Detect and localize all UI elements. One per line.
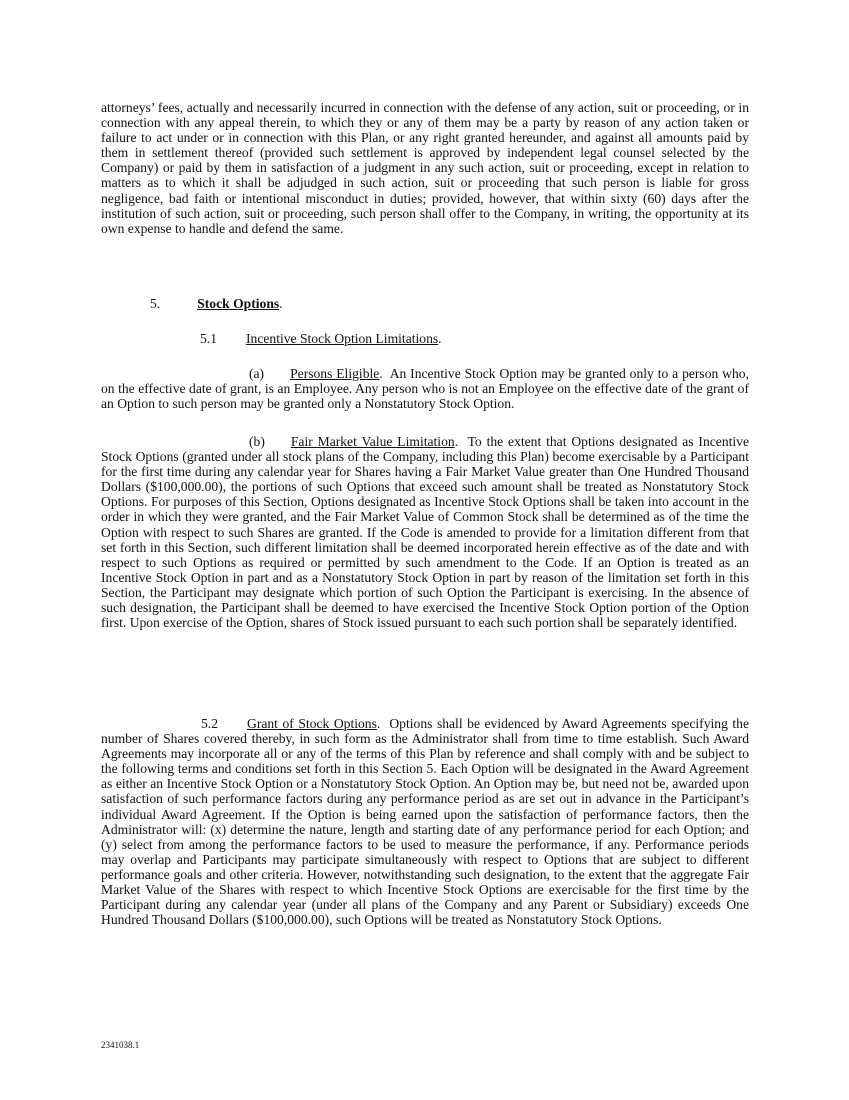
subsection-a-label: (a) (249, 366, 265, 381)
subsection-a: (a) Persons Eligible. An Incentive Stock Option may be granted only to a person who, on the effective date of grant, is an Employee. Any person who is not an Employee on the effective date of the grant of an Option to such person may be granted only a Nonstatutory Stock Option. (101, 366, 749, 412)
subsection-b-title: Fair Market Value Limitation (290, 434, 455, 449)
subsection-b: (b) Fair Market Value Limitation. To the extent that Options designated as Incentive Stock Options (granted under all stock plans of the Company, including this Plan) become exercisable by a Participant for the first time during any calendar year for Shares having a Fair Market Value greater than One Hundred Thousand Dollars ($100,000.00), the portions of such Options that exceed such amount shall be treated as Nonstatutory Stock Options. For purposes of this Section, Options designated as Incentive Stock Options shall be taken into account in the order in which they were granted, and the Fair Market Value of Common Stock shall be determined as of the time the Option with respect to such Shares are granted. If the Code is amended to provide for a limitation different from that set forth in this Section, such different limitation shall be deemed incorporated herein effective as of the date and with respect to such Options as required or permitted by such amendment to the Code. If an Option is treated as an Incentive Stock Option in part and as a Nonstatutory Stock Option in part by reason of the limitation set forth in this Section, the Participant may designate which portion of such Option the Participant is exercising. In the absence of such designation, the Participant shall be deemed to have exercised the Incentive Stock Option portion of the Option first. Upon exercise of the Option, shares of Stock issued pursuant to each such portion shall be separately identified. (101, 434, 749, 631)
section-5-number: 5. (150, 296, 161, 311)
subsection-b-label: (b) (249, 434, 265, 449)
section-5-1-heading: 5.1 Incentive Stock Option Limitations. (200, 331, 442, 346)
section-5-2: 5.2 Grant of Stock Options. Options shall be evidenced by Award Agreements specifying the number of Shares covered thereby, in such form as the Administrator shall from time to time establish. Such Award Agreements may incorporate all or any of the terms of this Plan by reference and shall comply with and be subject to the following terms and conditions set forth in this Section 5. Each Option will be designated in the Award Agreement as either an Incentive Stock Option or a Nonstatutory Stock Option. An Option may be, but need not be, awarded upon satisfaction of such performance factors during any performance period as are set out in advance in the Participant’s individual Award Agreement. If the Option is being earned upon the satisfaction of performance factors, then the Administrator will: (x) determine the nature, length and starting date of any performance period for each Option; and (y) select from among the performance factors to be used to measure the performance, if any. Performance periods may overlap and Participants may participate simultaneously with respect to Options that are subject to different performance goals and other criteria. However, notwithstanding such designation, to the extent that the aggregate Fair Market Value of the Shares with respect to which Incentive Stock Options are exercisable for the first time by the Participant during any calendar year (under all plans of the Company and any Parent or Subsidiary) exceeds One Hundred Thousand Dollars ($100,000.00), such Options will be treated as Nonstatutory Stock Options. (101, 716, 749, 928)
section-5-title: Stock Options (197, 296, 280, 311)
section-5-2-title: Grant of Stock Options (247, 716, 377, 731)
subsection-a-title: Persons Eligible (290, 366, 380, 381)
section-5-2-number: 5.2 (201, 716, 218, 731)
subsection-b-text: To the extent that Options designated as Incentive Stock Options (granted under all stock plans of the Company, including this Plan) become exercisable by a Participant for the first time during any calendar year for Shares having a Fair Market Value greater than One Hundred Thousand Dollars ($100,000.00), the portions of such Options that exceed such amount shall be treated as Nonstatutory Stock Options. For purposes of this Section, Options designated as Incentive Stock Options shall be taken into account in the order in which they were granted, and the Fair Market Value of Common Stock shall be determined as of the time the Option with respect to such Shares are granted. If the Code is amended to provide for a limitation different from that set forth in this Section, such different limitation shall be deemed incorporated herein effective as of the date and with respect to such Options as required or permitted by such amendment to the Code. If an Option is treated as an Incentive Stock Option in part and as a Nonstatutory Stock Option in part by reason of the limitation set forth in this Section, the Participant may designate which portion of such Option the Participant is exercising. In the absence of such designation, the Participant shall be deemed to have exercised the Incentive Stock Option portion of the Option first. Upon exercise of the Option, shares of Stock issued pursuant to each such portion shall be separately identified. (101, 434, 749, 631)
section-5-2-text: Options shall be evidenced by Award Agreements specifying the number of Shares covered thereby, in such form as the Administrator shall from time to time establish. Such Award Agreements may incorporate all or any of the terms of this Plan by reference and shall comply with and be subject to the following terms and conditions set forth in this Section 5. Each Option will be designated in the Award Agreement as either an Incentive Stock Option or a Nonstatutory Stock Option. An Option may be, but need not be, awarded upon satisfaction of such performance factors during any performance period as are set out in advance in the Participant’s individual Award Agreement. If the Option is being earned upon the satisfaction of performance factors, then the Administrator will: (x) determine the nature, length and starting date of any performance period for each Option; and (y) select from among the performance factors to be used to measure the performance, if any. Performance periods may overlap and Participants may participate simultaneously with respect to Options that are subject to different performance goals and other criteria. However, notwithstanding such designation, to the extent that the aggregate Fair Market Value of the Shares with respect to which Incentive Stock Options are exercisable for the first time by the Participant during any calendar year (under all plans of the Company and any Parent or Subsidiary) exceeds One Hundred Thousand Dollars ($100,000.00), such Options will be treated as Nonstatutory Stock Options. (101, 716, 749, 928)
subsection-a-text: An Incentive Stock Option may be granted only to a person who, on the effective date of grant, is an Employee. Any person who is not an Employee on the effective date of the grant of an Option to such person may be granted only a Nonstatutory Stock Option. (101, 366, 749, 412)
document-id-footer: 2341038.1 (101, 1040, 140, 1050)
section-5-heading: 5. Stock Options. (150, 296, 283, 311)
section-5-1-number: 5.1 (200, 331, 217, 346)
section-5-1-title: Incentive Stock Option Limitations (246, 331, 439, 346)
intro-paragraph: attorneys’ fees, actually and necessarily incurred in connection with the defense of any action, suit or proceeding, or in connection with any appeal therein, to which they or any of them may be a party by reason of any action taken or failure to act under or in connection with this Plan, or any right granted hereunder, and against all amounts paid by them in settlement thereof (provided such settlement is approved by independent legal counsel selected by the Company) or paid by them in satisfaction of a judgment in any such action, suit or proceeding, except in relation to matters as to which it shall be adjudged in such action, suit or proceeding that such person is liable for gross negligence, bad faith or intentional misconduct in duties; provided, however, that within sixty (60) days after the institution of such action, suit or proceeding, such person shall offer to the Company, in writing, the opportunity at its own expense to handle and defend the same. (101, 100, 749, 236)
